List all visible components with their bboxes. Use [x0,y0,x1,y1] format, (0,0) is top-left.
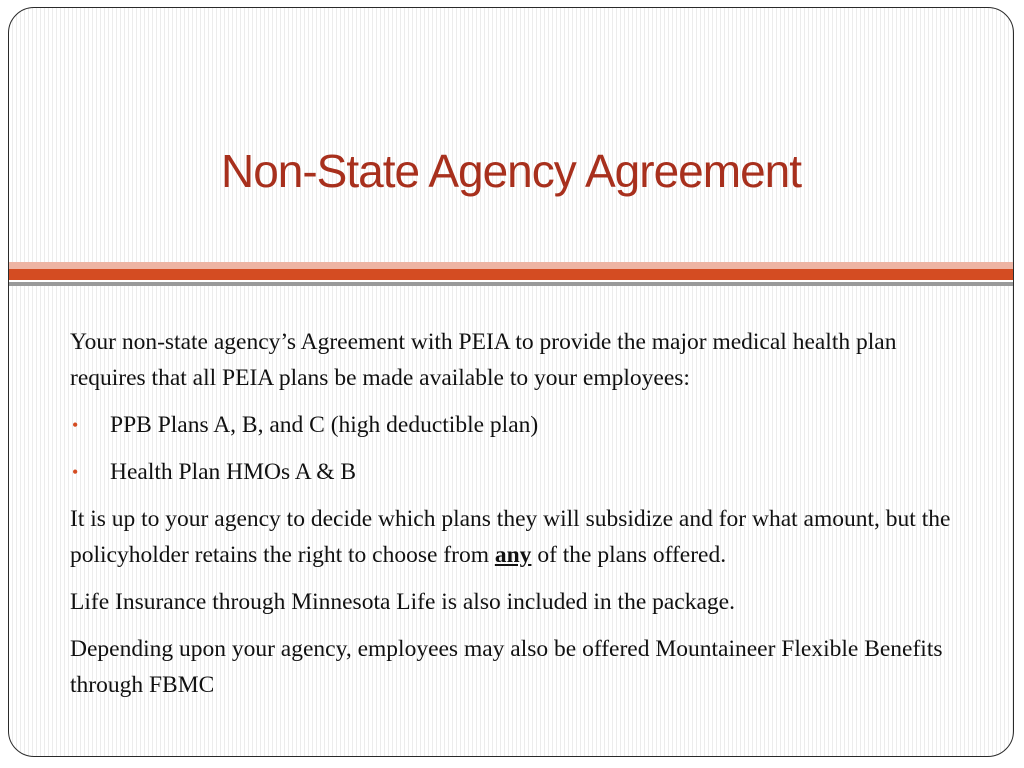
divider-band-main [9,269,1013,280]
life-insurance-paragraph: Life Insurance through Minnesota Life is also included in the package. [70,589,735,615]
emphasis-any: any [494,542,532,568]
slide-body [70,324,970,714]
bullet-text: Health Plan HMOs A & B [110,459,357,485]
intro-paragraph: Your non-state agency’s Agreement with PEIA to provide the major medical health plan requires that all PEIA plans be made available to your employees: [70,329,897,391]
slide [8,7,1014,757]
subsidy-paragraph [70,501,970,573]
subsidy-text-after: of the plans offered. [531,542,727,568]
bullet-dot-icon: • [72,415,79,435]
divider-band-gray [9,282,1013,286]
subsidy-text-before: It is up to your agency to decide which plans they will subsidize and for what amount, but the policyholder retains the right to choose from [70,506,951,568]
slide-title: Non-State Agency Agreement [220,145,802,197]
bullet-item [70,454,970,490]
bullet-dot-icon: • [72,462,79,482]
bullet-item [70,407,970,443]
flexible-benefits-paragraph: Depending upon your agency, employees may also be offered Mountaineer Flexible Benefits through FBMC [70,636,943,698]
bullet-text: PPB Plans A, B, and C (high deductible plan) [110,412,539,438]
divider-band-light [9,262,1013,269]
